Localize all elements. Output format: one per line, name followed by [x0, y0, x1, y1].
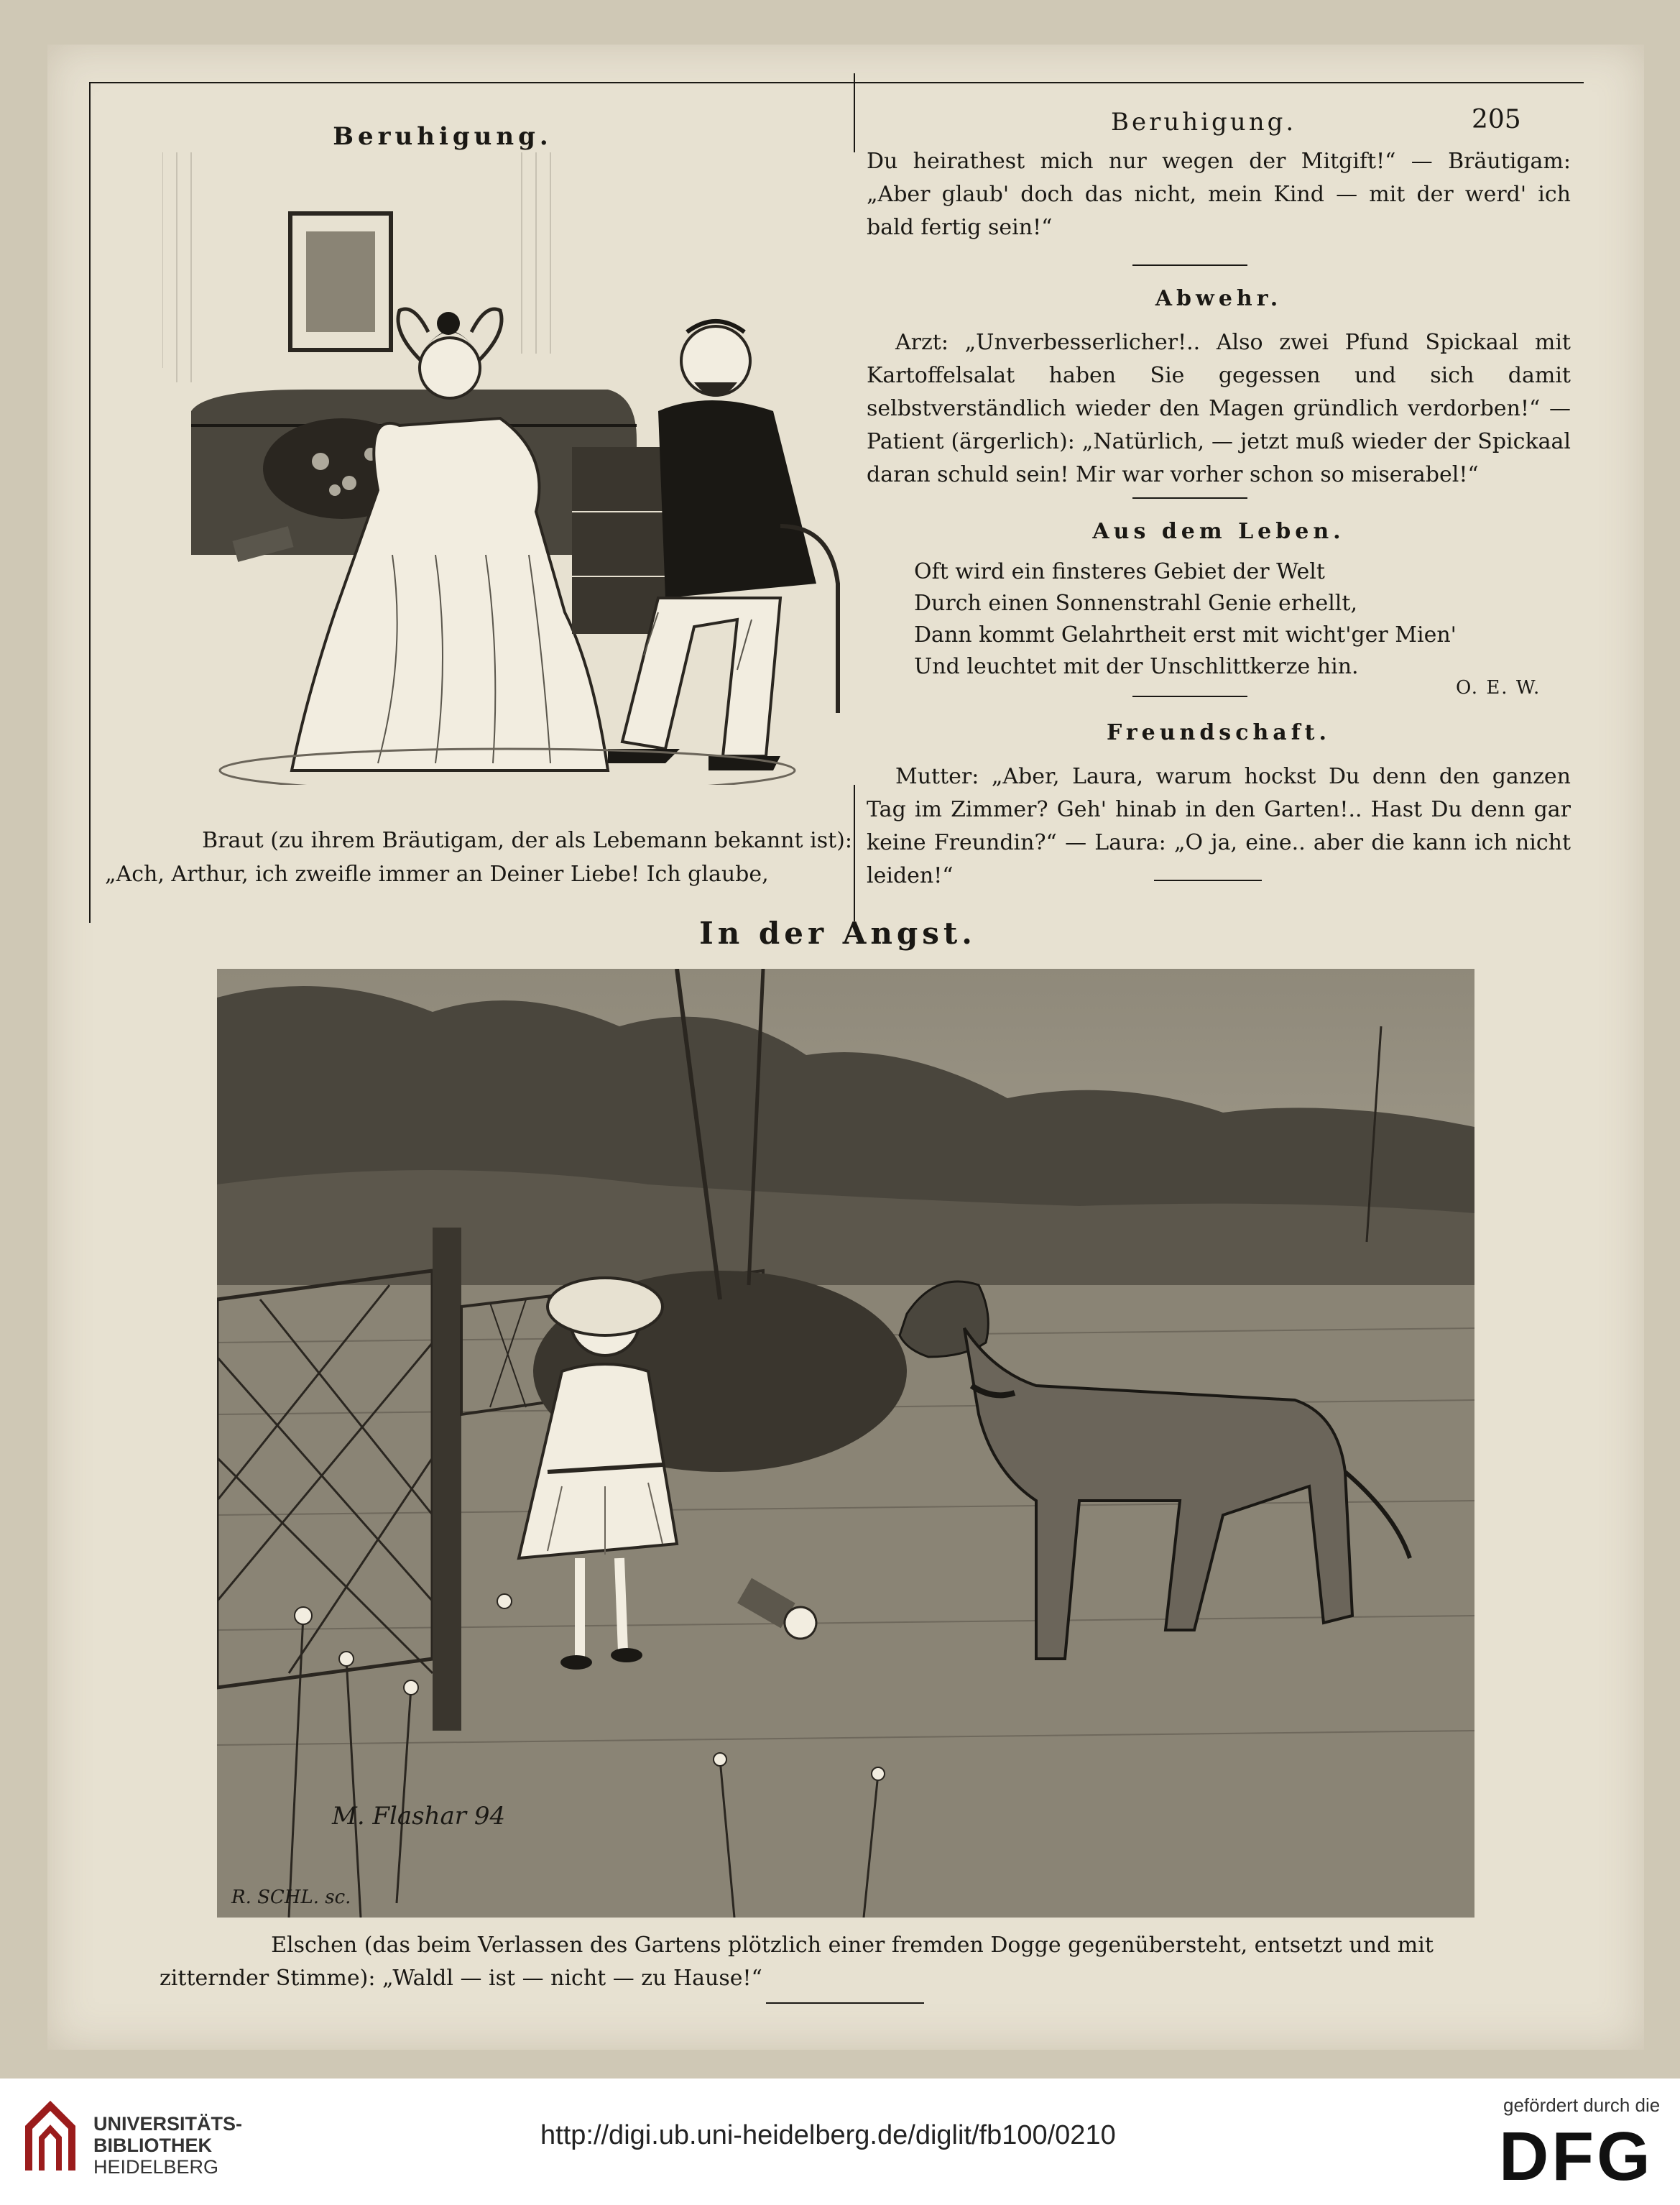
continuation-text: [867, 145, 1571, 244]
library-line-1: UNIVERSITÄTS-: [93, 2113, 243, 2135]
section-rule-3: [1132, 696, 1247, 697]
running-head: Beruhigung.: [1111, 108, 1297, 137]
permalink-url[interactable]: http://digi.ub.uni-heidelberg.de/diglit/fb100/0210: [540, 2120, 1116, 2150]
poem-line-1: Oft wird ein finsteres Gebiet der Welt: [914, 559, 1325, 584]
dfg-logo[interactable]: DFG: [1499, 2118, 1653, 2195]
big-title: In der Angst.: [699, 916, 977, 951]
library-line-2: BIBLIOTHEK: [93, 2135, 212, 2156]
section-text-abwehr: [867, 326, 1571, 492]
poem-line-2: Durch einen Sonnenstrahl Genie erhellt,: [914, 591, 1357, 616]
engraver-signature: R. SCHL. sc.: [231, 1887, 351, 1908]
library-logo-icon: [22, 2099, 79, 2178]
frame-top-right: [880, 82, 1584, 83]
illustration-girl-and-dog: [217, 969, 1474, 1918]
frame-left: [89, 82, 91, 923]
library-name[interactable]: [93, 2113, 242, 2178]
left-title: Beruhigung.: [333, 122, 553, 151]
caption-2-line2: zitternder Stimme): „Waldl — ist — nicht — zu Hause!“: [160, 1966, 762, 1991]
section-text-freundschaft: [867, 760, 1571, 893]
caption-1-line1: Braut (zu ihrem Bräutigam, der als Lebemann bekannt ist):: [202, 828, 852, 853]
section-rule-1: [1132, 264, 1247, 266]
poem-signature: O. E. W.: [1456, 677, 1541, 699]
funded-by-label: gefördert durch die: [1503, 2094, 1661, 2116]
section-rule-4: [1154, 880, 1262, 881]
artist-signature: M. Flashar 94: [332, 1802, 506, 1831]
page-number: 205: [1472, 105, 1521, 134]
abwehr-paragraph: Arzt: „Unverbesserlicher!.. Also zwei Pfund Spickaal mit Kartoffelsalat haben Sie gegessen und sich damit selbstverständlich wieder den Magen gründlich verdorben!“ — Patient (ärgerlich): „Natürlich, — jetzt muß wieder der Spickaal daran schuld sein! Mir war vorher schon so miserabel!“: [867, 330, 1571, 487]
section-rule-2: [1132, 497, 1247, 499]
frame-top-left: [89, 82, 887, 83]
caption-1-line2: „Ach, Arthur, ich zweifle immer an Deiner Liebe! Ich glaube,: [105, 862, 769, 887]
section-title-abwehr: Abwehr.: [1155, 286, 1283, 311]
freundschaft-paragraph: Mutter: „Aber, Laura, warum hockst Du denn den ganzen Tag im Zimmer? Geh' hinab in den Garten!.. Hast Du denn gar keine Freundin?“ — Laura: „O ja, eine.. aber die kann ich nicht leiden!“: [867, 764, 1571, 888]
library-line-3: HEIDELBERG: [93, 2156, 219, 2178]
illustration-couple: [162, 152, 859, 785]
caption-2-line1: Elschen (das beim Verlassen des Gartens plötzlich einer fremden Dogge gegenübersteht, entsetzt und mit: [271, 1933, 1434, 1958]
poem: [914, 556, 1457, 683]
section-title-freundschaft: Freundschaft.: [1107, 720, 1331, 745]
section-title-leben: Aus dem Leben.: [1092, 519, 1345, 544]
scanned-page: [47, 45, 1644, 2050]
poem-line-3: Dann kommt Gelahrtheit erst mit wicht'ger Mien': [914, 622, 1457, 648]
viewer-footer: [0, 2079, 1680, 2205]
continuation-paragraph: Du heirathest mich nur wegen der Mitgift!“ — Bräutigam: „Aber glaub' doch das nicht, mein Kind — mit der werd' ich bald fertig sein!“: [867, 149, 1571, 240]
caption-rule: [766, 2002, 924, 2004]
poem-line-4: Und leuchtet mit der Unschlittkerze hin.: [914, 654, 1359, 679]
